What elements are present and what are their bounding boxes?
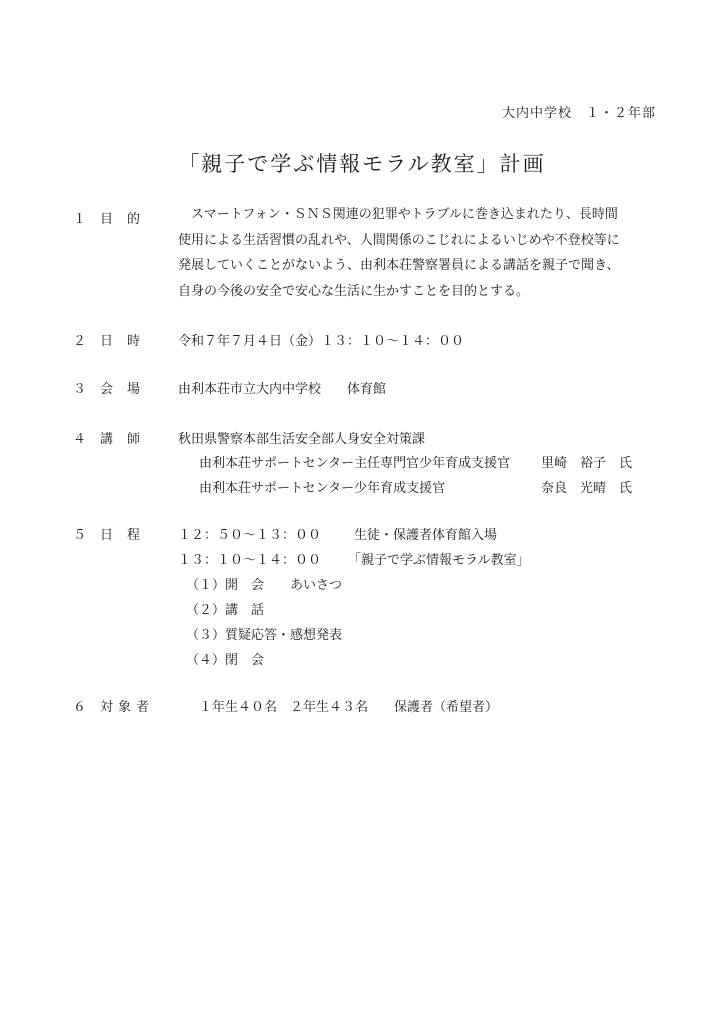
section-number-target: ６ [73,700,87,715]
section-number-schedule: ５ [73,528,87,543]
purpose-line: スマートフォン・ＳＮＳ関連の犯罪やトラブルに巻き込まれたり、長時間 [178,207,618,222]
section-number-datetime: ２ [73,334,87,349]
document-title: 「親子で学ぶ情報モラル教室」計画 [178,152,546,176]
section-label-purpose: 目的 [100,212,155,227]
schedule-item: （４）閉 会 [186,653,265,668]
venue-value: 由利本荘市立大内中学校 体育館 [178,382,387,397]
purpose-text [178,202,620,304]
lecturer-org: 秋田県警察本部生活安全部人身安全対策課 [178,432,426,447]
lecturer-role: 由利本荘サポートセンター少年育成支援官 [199,481,446,496]
section-label-venue: 会場 [100,382,155,397]
lecturer-name: 奈良 光晴 氏 [541,481,633,496]
lecturer-name: 里崎 裕子 氏 [541,456,633,471]
purpose-line: 使用による生活習慣の乱れや、人間関係のこじれによるいじめや不登校等に [178,232,620,248]
schedule-event: 生徒・保護者体育館入場 [354,528,498,543]
section-label-target: 対象者 [100,700,155,715]
schedule-event: 「親子で学ぶ情報モラル教室」 [348,553,530,568]
schedule-item: （２）講 話 [186,603,265,618]
schedule-item: （３）質疑応答・感想発表 [186,628,343,643]
section-number-purpose: １ [73,212,87,227]
purpose-line: 自身の今後の安全で安心な生活に生かすことを目的とする。 [178,283,530,299]
section-label-schedule: 日程 [100,528,155,543]
section-label-datetime: 日時 [100,334,155,349]
datetime-value: 令和７年７月４日（金）１３：１０〜１４：００ [178,334,465,349]
schedule-item: （１）開 会 あいさつ [186,578,343,593]
schedule-time: １３：１０〜１４：００ [178,553,322,568]
schedule-time: １２：５０〜１３：００ [178,528,322,543]
section-number-venue: ３ [73,382,87,397]
section-label-lecturer: 講師 [100,432,155,447]
lecturer-role: 由利本荘サポートセンター主任専門官少年育成支援官 [199,456,511,471]
purpose-line: 発展していくことがないよう、由利本荘警察署員による講話を親子で聞き、 [178,258,620,273]
header-school: 大内中学校 １・２年部 [501,106,656,121]
section-number-lecturer: ４ [73,432,87,447]
target-value: １年生４０名 ２年生４３名 保護者（希望者） [199,700,499,715]
